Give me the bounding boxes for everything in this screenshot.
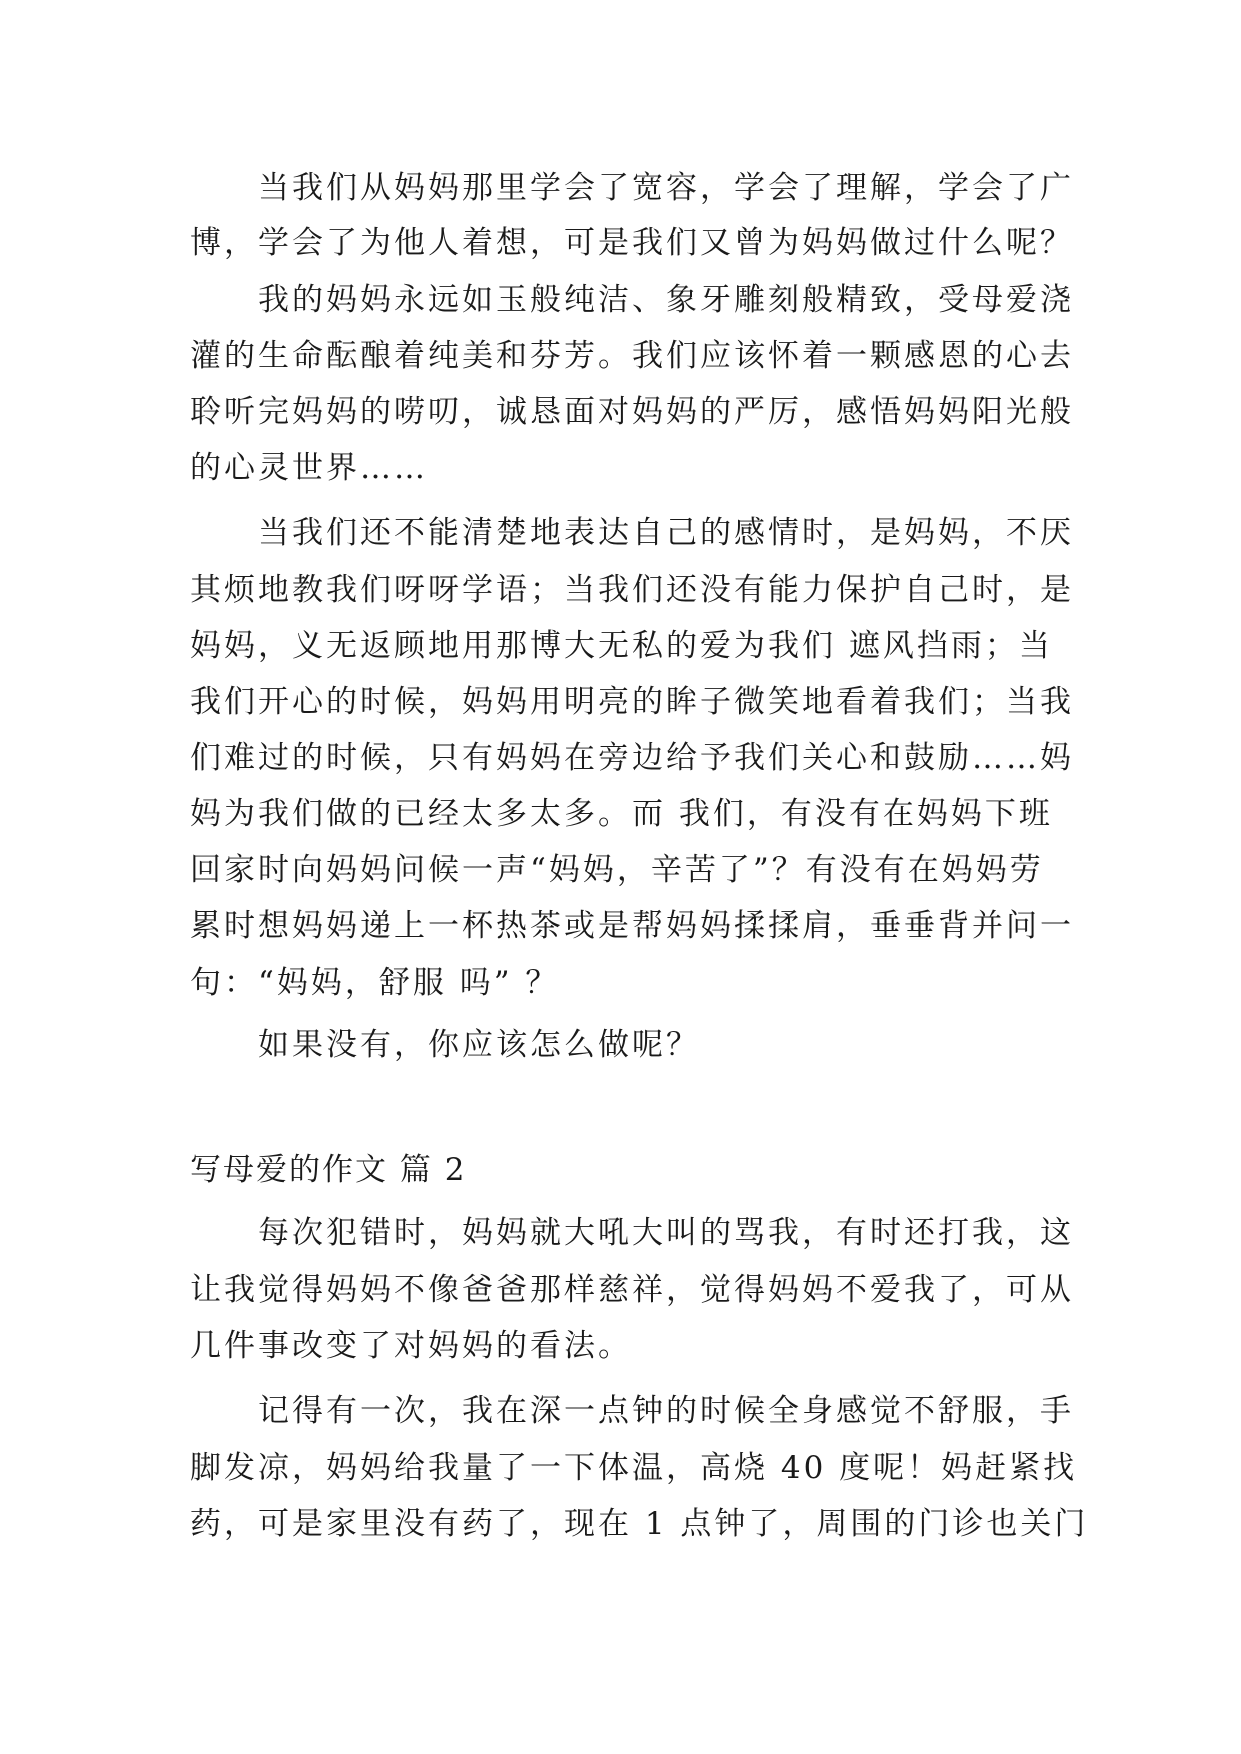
paragraph-6-line-2: 脚发凉，妈妈给我量了一下体温，高烧 40 度呢！妈赶紧找 [190,1450,1078,1486]
paragraph-3-line-8: 累时想妈妈递上一杯热茶或是帮妈妈揉揉肩，垂垂背并问一 [190,908,1074,944]
paragraph-3-line-7: 回家时向妈妈问候一声“妈妈，辛苦了”？有没有在妈妈劳 [190,852,1044,888]
paragraph-3-line-5: 们难过的时候，只有妈妈在旁边给予我们关心和鼓励……妈 [190,740,1074,776]
paragraph-5-line-2: 让我觉得妈妈不像爸爸那样慈祥，觉得妈妈不爱我了，可从 [190,1272,1074,1308]
paragraph-3-line-3: 妈妈，义无返顾地用那博大无私的爱为我们 遮风挡雨；当 [190,628,1053,664]
paragraph-6-line-3: 药，可是家里没有药了，现在 1 点钟了，周围的门诊也关门 [190,1506,1089,1542]
paragraph-5-line-1: 每次犯错时，妈妈就大吼大叫的骂我，有时还打我，这 [258,1215,1074,1251]
paragraph-3-line-9: 句：“妈妈，舒服 吗” ？ [190,965,560,1001]
paragraph-5-line-3: 几件事改变了对妈妈的看法。 [190,1328,632,1364]
paragraph-2-line-2: 灌的生命酝酿着纯美和芬芳。我们应该怀着一颗感恩的心去 [190,338,1074,374]
paragraph-3-line-4: 我们开心的时候，妈妈用明亮的眸子微笑地看着我们；当我 [190,684,1074,720]
paragraph-3-line-2: 其烦地教我们呀呀学语；当我们还没有能力保护自己时，是 [190,572,1074,608]
paragraph-2-line-4: 的心灵世界…… [190,450,428,486]
paragraph-2-line-3: 聆听完妈妈的唠叨，诚恳面对妈妈的严厉，感悟妈妈阳光般 [190,394,1074,430]
paragraph-6-line-1: 记得有一次，我在深一点钟的时候全身感觉不舒服，手 [258,1393,1074,1429]
paragraph-2-line-1: 我的妈妈永远如玉般纯洁、象牙雕刻般精致，受母爱浇 [258,282,1074,318]
paragraph-1-line-2: 博，学会了为他人着想，可是我们又曾为妈妈做过什么呢？ [190,225,1074,261]
paragraph-4-line-1: 如果没有，你应该怎么做呢？ [258,1027,700,1063]
section-heading: 写母爱的作文 篇 2 [190,1152,467,1188]
paragraph-3-line-1: 当我们还不能清楚地表达自己的感情时，是妈妈，不厌 [258,515,1074,551]
paragraph-1-line-1: 当我们从妈妈那里学会了宽容，学会了理解，学会了广 [258,170,1074,206]
paragraph-3-line-6: 妈为我们做的已经太多太多。而 我们，有没有在妈妈下班 [190,796,1053,832]
